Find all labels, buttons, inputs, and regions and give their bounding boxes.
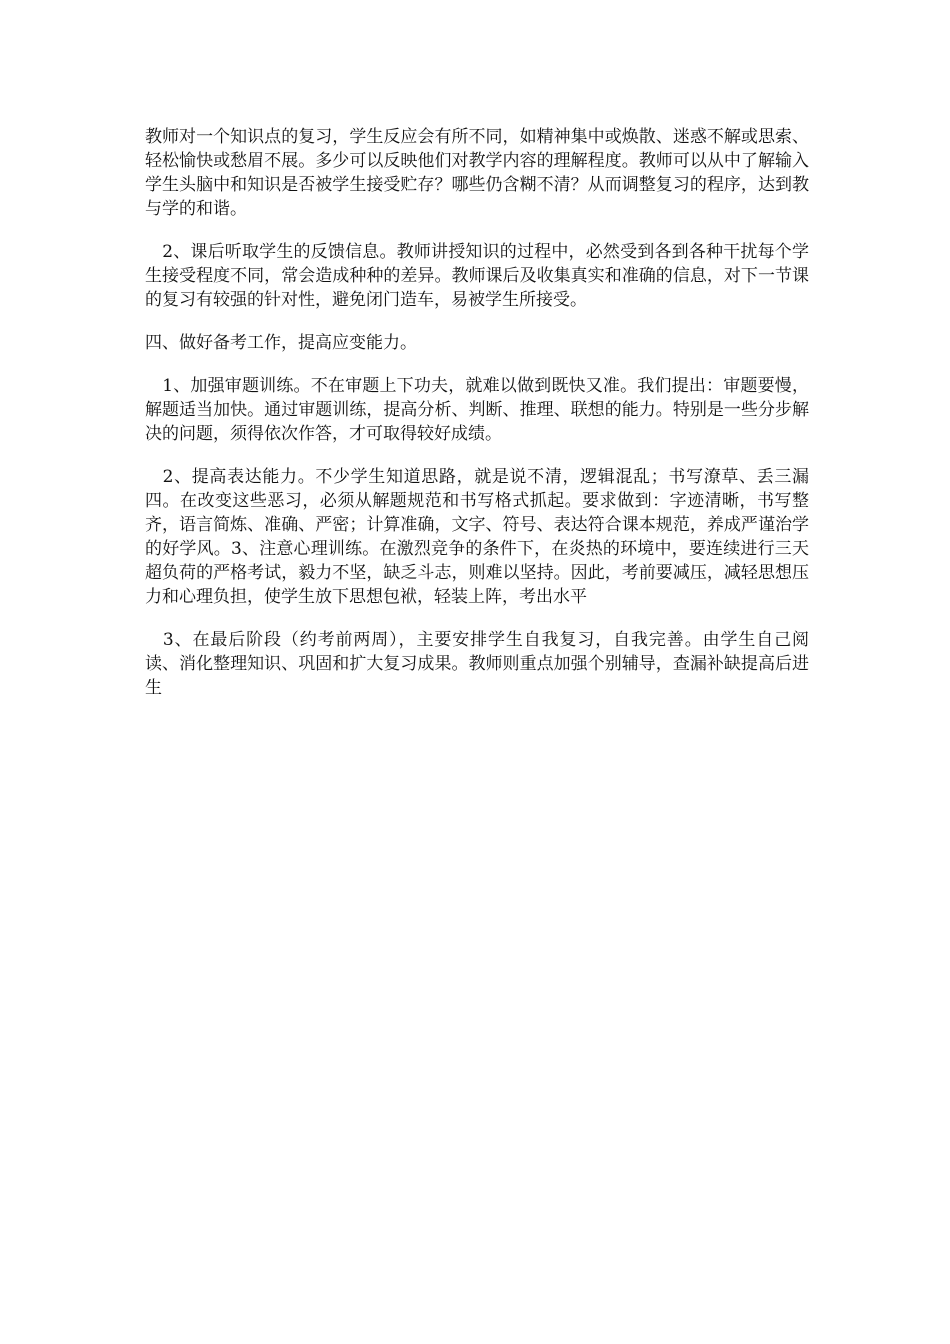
paragraph-question-review-training: 1、加强审题训练。不在审题上下功夫，就难以做到既快又准。我们提出：审题要慢，解题适当加快。通过审题训练，提高分析、判断、推理、联想的能力。特别是一些分步解决的问题，须得依次作答，才可取得较好成绩。 — [145, 376, 809, 444]
paragraph-after-class-feedback: 2、课后听取学生的反馈信息。教师讲授知识的过程中，必然受到各到各种干扰每个学生接受程度不同，常会造成种种的差异。教师课后及收集真实和准确的信息，对下一节课的复习有较强的针对性，避免闭门造车，易被学生所接受。 — [145, 242, 809, 310]
paragraph-review-feedback: 教师对一个知识点的复习，学生反应会有所不同，如精神集中或焕散、迷惑不解或思索、轻松愉快或愁眉不展。多少可以反映他们对教学内容的理解程度。教师可以从中了解输入学生头脑中和知识是否被学生接受贮存？哪些仍含糊不清？从而调整复习的程序，达到教与学的和谐。 — [145, 127, 809, 219]
document-body — [145, 125, 809, 719]
paragraph-final-stage: 3、在最后阶段（约考前两周），主要安排学生自我复习，自我完善。由学生自己阅读、消化整理知识、巩固和扩大复习成果。教师则重点加强个别辅导，查漏补缺提高后进生 — [145, 630, 809, 698]
paragraph-expression-ability: 2、提高表达能力。不少学生知道思路，就是说不清，逻辑混乱；书写潦草、丢三漏四。在改变这些恶习，必须从解题规范和书写格式抓起。要求做到：字迹清晰，书写整齐，语言简炼、准确、严密；计算准确，文字、符号、表达符合课本规范，养成严谨治学的好学风。3、注意心理训练。在激烈竞争的条件下，在炎热的环境中，要连续进行三天超负荷的严格考试，毅力不坚，缺乏斗志，则难以坚持。因此，考前要减压，减轻思想压力和心理负担，使学生放下思想包袱，轻装上阵，考出水平 — [145, 467, 809, 607]
section-heading-exam-prep: 四、做好备考工作，提高应变能力。 — [145, 333, 417, 353]
